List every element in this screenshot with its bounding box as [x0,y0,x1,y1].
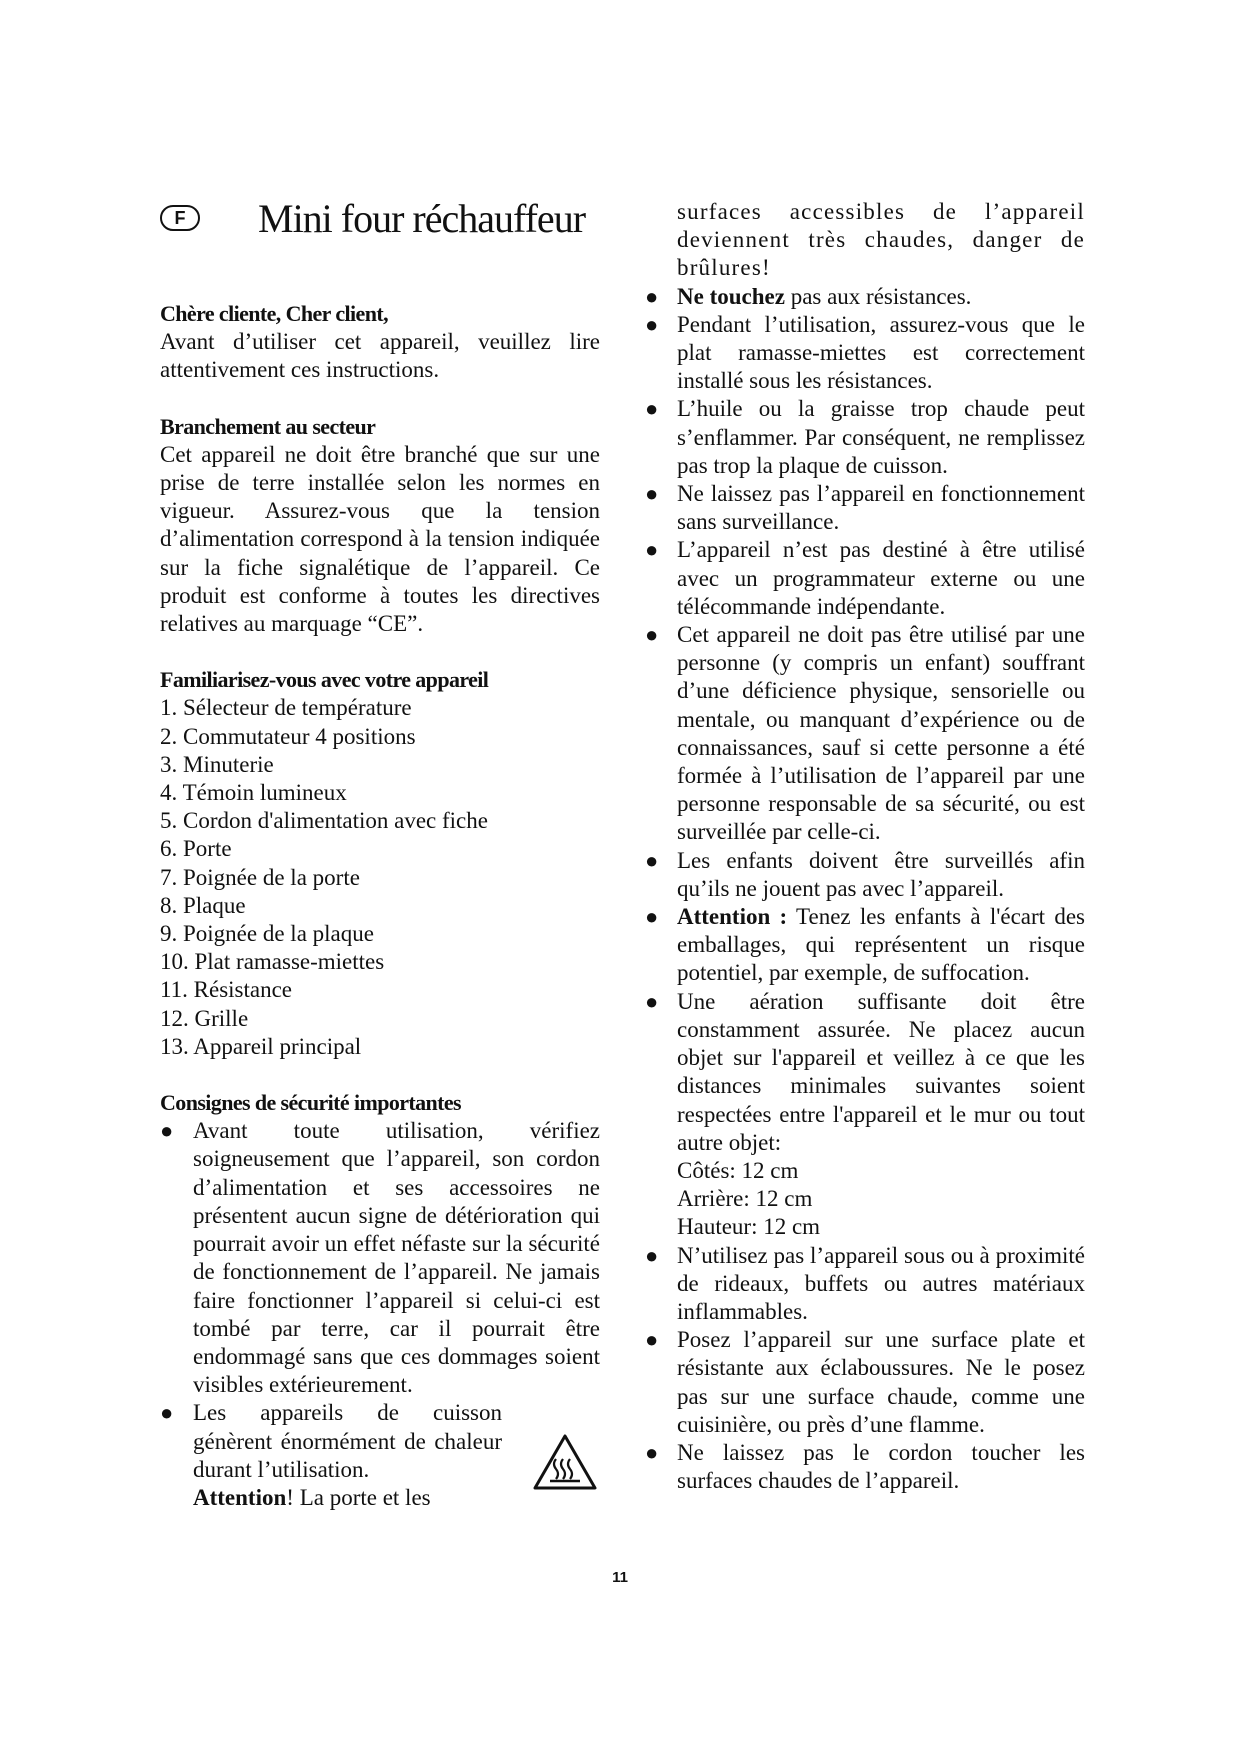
page-title: Mini four réchauffeur [258,195,586,241]
bullet-text: Les enfants doivent être surveillés afin qu’ils ne jouent pas avec l’appareil. [677,847,1085,901]
safety-bullet [645,311,1085,396]
bullet-icon: ● [645,537,659,563]
bullet-icon: ● [645,1242,659,1268]
safety-bullet [645,1326,1085,1439]
safety-bullet [645,395,1085,480]
safety-bullet [645,536,1085,621]
bullet-text: Tenez les enfants à l'écart des emballages, qui représentent un risque potentiel, par exemple, de suffocation. [677,904,1085,986]
bullet-icon: ● [645,311,659,337]
distance-list [645,1157,1085,1242]
bullet-text: Avant toute utilisation, vérifiez soigneusement que l’appareil, son cordon d’alimentation et ses accessoires ne présentent aucun signe de détérioration qui pourrait avoir un effet néfaste sur la sécurité de fonctionnement de l’appareil. Ne jamais faire fonctionner l’appareil si celui-ci est tombé par terre, car il pourrait être endommagé sans que ces dommages soient visibles extérieurement. [193,1118,600,1398]
list-item: 13. Appareil principal [160,1033,362,1059]
list-item: 7. Poignée de la porte [160,864,360,890]
bullet-bold: Ne touchez [677,283,785,309]
greeting-heading: Chère cliente, Cher client, [160,301,388,326]
bullet-icon: ● [160,1400,174,1426]
continuation-text: surfaces accessibles de l’appareil deviennent très chaudes, danger de brûlures! [677,199,1085,281]
bullet-text: Les appareils de cuisson génèrent énormément de chaleur durant l’utilisation. [193,1400,502,1482]
list-item: 5. Cordon d'alimentation avec fiche [160,808,488,834]
bullet-icon: ● [645,396,659,422]
list-item: 11. Résistance [160,977,293,1003]
bullet-icon: ● [645,481,659,507]
page-number: 11 [612,1569,628,1586]
attention-label: Attention [193,1484,287,1510]
bullet-text: Ne laissez pas l’appareil en fonctionnement sans surveillance. [677,481,1085,535]
hot-surface-warning-icon [532,1433,598,1491]
list-item: 6. Porte [160,836,232,862]
language-badge: F [160,205,200,231]
bullet-text: Une aération suffisante doit être constamment assurée. Ne placez aucun objet sur l'appareil et veillez à ce que les distances minimales suivantes soient respectées entre l'appareil et le mur ou tout autre objet: [677,988,1085,1155]
safety-bullet [645,1242,1085,1327]
title-row [160,190,600,246]
bullet-text: Cet appareil ne doit pas être utilisé par une personne (y compris un enfant) souffrant d’une déficience physique, sensorielle ou mentale, ou manquant d’expérience ou de connaissances, sauf si cette personne a été formée à l’utilisation de l’appareil par une personne responsable de sa sécurité, ou est surveillée par celle-ci. [677,622,1085,845]
list-item: Hauteur: 12 cm [677,1214,821,1240]
safety-bullet [160,1117,600,1399]
attention-label: Attention : [677,904,788,930]
list-item: 3. Minuterie [160,751,274,777]
right-column [645,198,1085,1495]
safety-bullet [645,621,1085,847]
bullet-text: Ne laissez pas le cordon toucher les surfaces chaudes de l’appareil. [677,1439,1085,1494]
safety-bullet [645,903,1085,988]
list-item: 4. Témoin lumineux [160,780,347,806]
power-text: Cet appareil ne doit être branché que sur une prise de terre installée selon les normes en vigueur. Assurez-vous que la tension d’alimentation correspond à la tension indiquée sur la fiche signalétique de l’appareil. Ce produit est conforme à toutes les directives relatives au marquage “CE”. [160,441,600,637]
power-heading: Branchement au secteur [160,413,376,439]
safety-bullet [645,1439,1085,1495]
bullet-text: L’appareil n’est pas destiné à être utilisé avec un programmateur externe ou une télécommande indépendante. [677,537,1085,619]
bullet-text: pas aux résistances. [784,283,972,309]
list-item: Côtés: 12 cm [677,1157,799,1183]
bullet-icon: ● [645,847,659,873]
list-item: 2. Commutateur 4 positions [160,723,416,749]
bullet-icon: ● [645,988,659,1014]
bullet-icon: ● [645,283,659,309]
bullet-icon: ● [645,622,659,648]
bullet-text: Posez l’appareil sur une surface plate et résistante aux éclaboussures. Ne le posez pas sur une surface chaude, comme une cuisinière, ou près d’une flamme. [677,1327,1085,1437]
bullet-icon: ● [645,1439,659,1465]
left-column [160,190,600,1512]
safety-bullet [645,283,1085,311]
greeting-text: Avant d’utiliser cet appareil, veuillez lire attentivement ces instructions. [160,329,600,383]
safety-heading: Consignes de sécurité importantes [160,1090,462,1116]
bullet-text-tail: ! La porte et les [286,1484,431,1510]
bullet-text: Pendant l’utilisation, assurez-vous que le plat ramasse-miettes est correctement installé sous les résistances. [677,311,1085,394]
list-item: Arrière: 12 cm [677,1186,813,1212]
safety-bullet [645,988,1085,1157]
parts-heading: Familiarisez-vous avec votre appareil [160,667,489,693]
list-item: 12. Grille [160,1005,249,1031]
list-item: 1. Sélecteur de température [160,695,412,721]
safety-bullet [645,480,1085,536]
safety-bullet [645,847,1085,903]
heat-warning-block [160,1399,600,1512]
list-item: 9. Poignée de la plaque [160,921,374,947]
bullet-icon: ● [645,1327,659,1353]
bullet-text: N’utilisez pas l’appareil sous ou à proximité de rideaux, buffets ou autres matériaux inflammables. [677,1242,1085,1324]
parts-list [160,694,600,1061]
list-item: 10. Plat ramasse-miettes [160,949,385,975]
bullet-icon: ● [160,1118,174,1144]
list-item: 8. Plaque [160,892,246,918]
bullet-text: L’huile ou la graisse trop chaude peut s’enflammer. Par conséquent, ne remplissez pas trop la plaque de cuisson. [677,396,1085,478]
bullet-icon: ● [645,904,659,930]
